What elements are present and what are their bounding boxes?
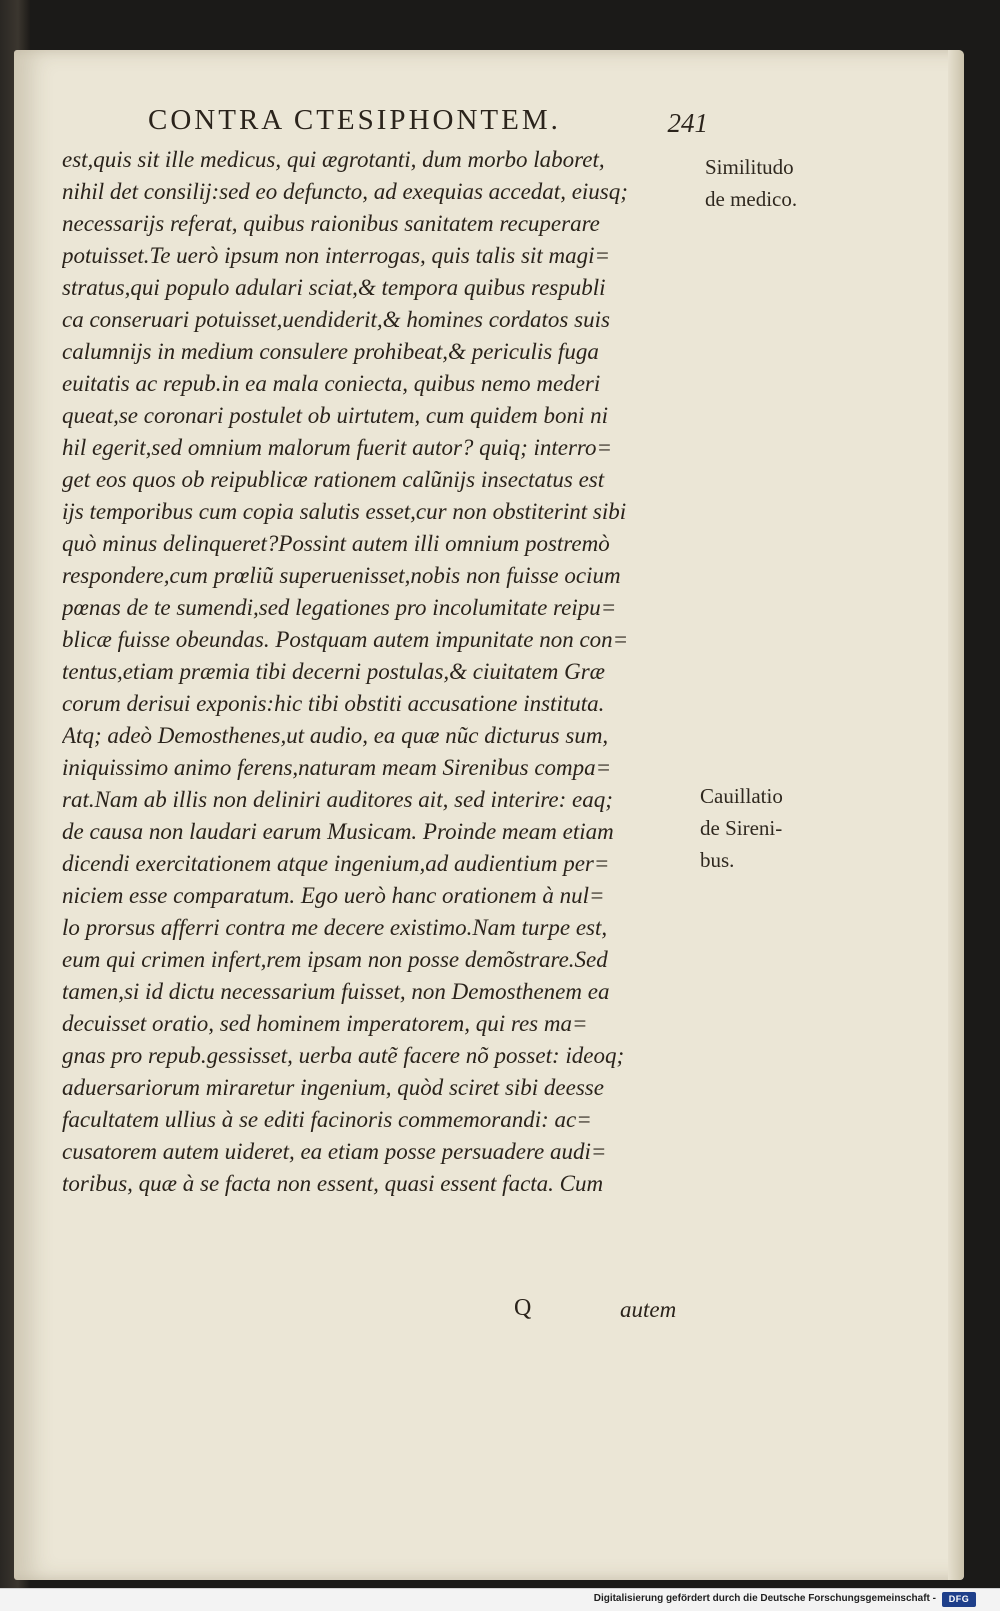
text-line: calumnijs in medium consulere prohibeat,& periculis fuga — [62, 339, 599, 364]
running-title: CONTRA CTESIPHONTEM. — [148, 104, 561, 136]
text-line: lo prorsus afferri contra me decere existimo.Nam turpe est, — [62, 915, 608, 940]
page-number: 241 — [667, 108, 708, 138]
text-line: tentus,etiam præmia tibi decerni postulas,& ciuitatem Græ — [62, 659, 606, 684]
body-text — [62, 144, 712, 1200]
text-line: potuisset.Te uerò ipsum non interrogas, quis talis sit magi= — [62, 243, 610, 268]
text-line: quò minus delinqueret?Possint autem illi omnium postremò — [62, 531, 610, 556]
text-line: dicendi exercitationem atque ingenium,ad audientium per= — [62, 851, 610, 876]
signature-mark: Q — [514, 1295, 532, 1321]
marginal-note-sirenibus — [700, 780, 850, 876]
text-line: toribus, quæ à se facta non essent, quasi essent facta. Cum — [62, 1171, 604, 1196]
footer-credit: Digitalisierung gefördert durch die Deutsche Forschungsgemeinschaft - — [593, 1593, 936, 1604]
text-line: get eos quos ob reipublicæ rationem calũnijs insectatus est — [62, 467, 605, 492]
text-line: facultatem ullius à se editi facinoris commemorandi: ac= — [62, 1107, 592, 1132]
catchword: autem — [620, 1297, 677, 1322]
text-line: cusatorem autem uideret, ea etiam posse persuadere audi= — [62, 1139, 607, 1164]
marginal-note-line: de medico. — [705, 187, 798, 211]
text-line: niciem esse comparatum. Ego uerò hanc orationem à nul= — [62, 883, 605, 908]
running-head — [148, 104, 708, 146]
text-line: pœnas de te sumendi,sed legationes pro incolumitate reipu= — [62, 595, 617, 620]
text-line: stratus,qui populo adulari sciat,& tempora quibus respubli — [62, 275, 606, 300]
text-line: decuisset oratio, sed hominem imperatorem, qui res ma= — [62, 1011, 588, 1036]
dfg-logo-text: DFG — [948, 1594, 970, 1604]
marginal-note-line: de Sireni- — [700, 816, 783, 840]
text-line: queat,se coronari postulet ob uirtutem, cum quidem boni ni — [62, 403, 608, 428]
page-edge — [948, 50, 964, 1580]
text-line: respondere,cum prœliũ superuenisset,nobis non fuisse ocium — [62, 563, 621, 588]
text-line: aduersariorum miraretur ingenium, quòd sciret sibi deesse — [62, 1075, 604, 1100]
text-line: eum qui crimen infert,rem ipsam non posse demõstrare.Sed — [62, 947, 608, 972]
text-line: blicæ fuisse obeundas. Postquam autem impunitate non con= — [62, 627, 629, 652]
text-line: ca conseruari potuisset,uendiderit,& homines cordatos suis — [62, 307, 610, 332]
marginal-note-line: bus. — [700, 848, 735, 872]
text-line: iniquissimo animo ferens,naturam meam Sirenibus compa= — [62, 755, 612, 780]
text-line: hil egerit,sed omnium malorum fuerit autor? quiq; interro= — [62, 435, 613, 460]
text-line: ijs temporibus cum copia salutis esset,cur non obstiterint sibi — [62, 499, 627, 524]
text-line: Atq; adeò Demosthenes,ut audio, ea quæ nũc dicturus sum, — [62, 723, 609, 748]
text-line: nihil det consilij:sed eo defuncto, ad exequias accedat, eiusq; — [62, 179, 628, 204]
marginal-note-line: Similitudo — [705, 155, 794, 179]
dfg-logo — [942, 1592, 976, 1607]
text-line: gnas pro repub.gessisset, uerba autẽ facere nõ posset: ideoq; — [62, 1043, 625, 1068]
text-line: necessarijs referat, quibus raionibus sanitatem recuperare — [62, 211, 600, 236]
marginal-note-line: Cauillatio — [700, 784, 783, 808]
text-line: corum derisui exponis:hic tibi obstiti accusatione instituta. — [62, 691, 605, 716]
marginal-note-medico — [705, 151, 855, 215]
text-line: rat.Nam ab illis non deliniri auditores ait, sed interire: eaq; — [62, 787, 613, 812]
digitization-footer — [0, 1588, 1000, 1611]
text-line: euitatis ac repub.in ea mala coniecta, quibus nemo mederi — [62, 371, 601, 396]
text-line: tamen,si id dictu necessarium fuisset, non Demosthenem ea — [62, 979, 610, 1004]
text-line: est,quis sit ille medicus, qui ægrotanti, dum morbo laboret, — [62, 147, 605, 172]
text-line: de causa non laudari earum Musicam. Proinde meam etiam — [62, 819, 614, 844]
